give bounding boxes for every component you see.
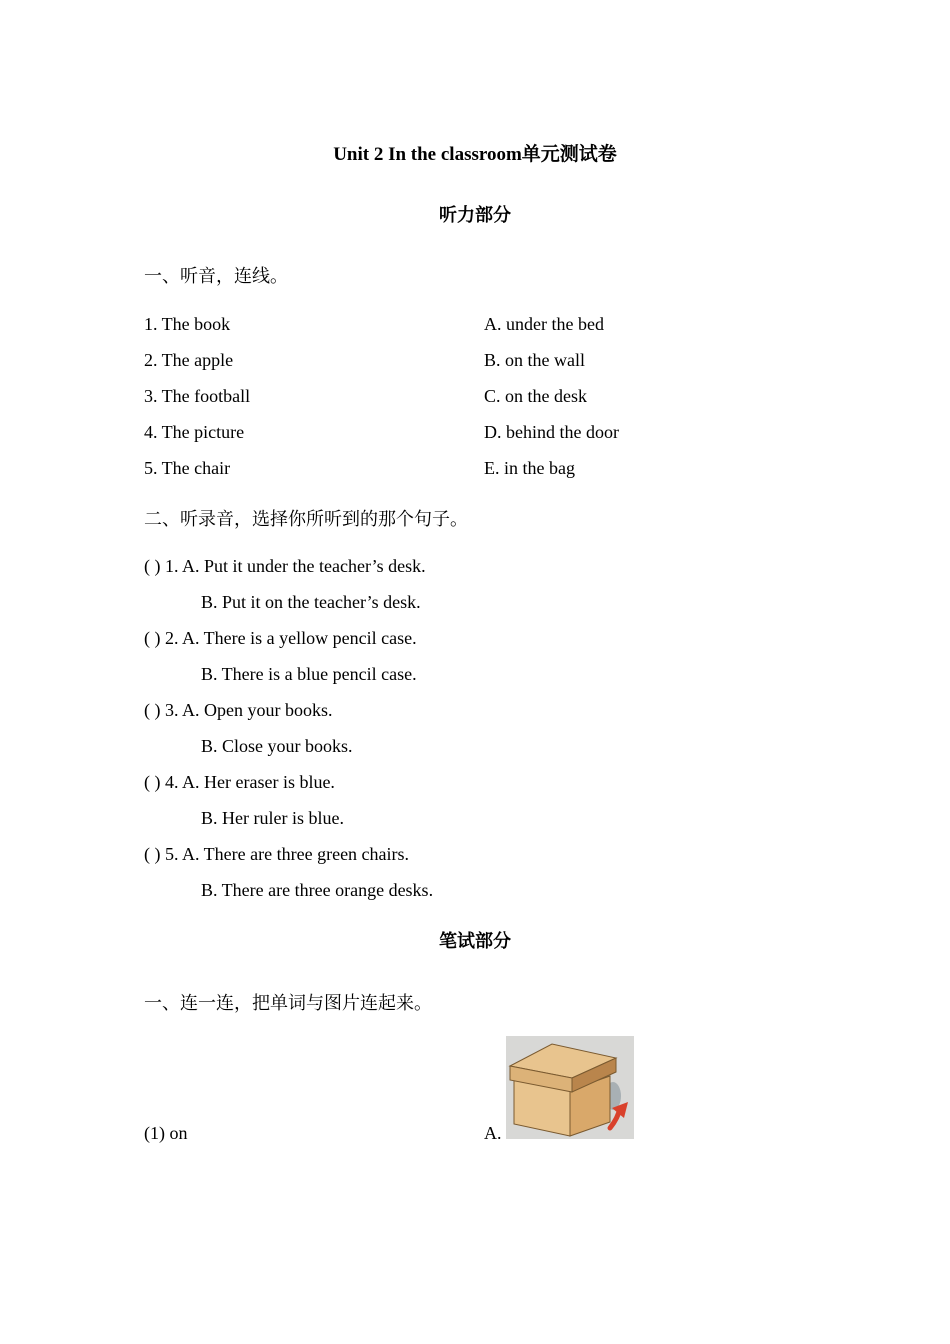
question-option-b: B. There is a blue pencil case. (201, 664, 417, 684)
match-left-item: 4. The picture (144, 422, 245, 442)
match-right-item: A. under the bed (484, 314, 604, 334)
word-item: (1) on (144, 1123, 188, 1143)
page-title: Unit 2 In the classroom单元测试卷 (333, 144, 617, 165)
picture-label: A. (484, 1123, 502, 1143)
listening-part1-heading: 一、听音，连线。 (144, 266, 288, 287)
match-left-item: 5. The chair (144, 458, 231, 478)
question-option-a: ( ) 3. A. Open your books. (144, 700, 333, 720)
match-right-item: B. on the wall (484, 350, 585, 370)
match-right-item: C. on the desk (484, 386, 587, 406)
question-option-b: B. Her ruler is blue. (201, 808, 344, 828)
question-option-a: ( ) 5. A. There are three green chairs. (144, 844, 410, 864)
writing-section-title: 笔试部分 (439, 931, 511, 952)
listening-section-title: 听力部分 (439, 205, 511, 226)
match-left-item: 1. The book (144, 314, 231, 334)
question-option-b: B. Close your books. (201, 736, 353, 756)
question-option-b: B. There are three orange desks. (201, 880, 434, 900)
listening-part2-heading: 二、听录音，选择你所听到的那个句子。 (144, 509, 468, 530)
question-option-a: ( ) 1. A. Put it under the teacher’s desk. (144, 556, 426, 576)
match-right-item: D. behind the door (484, 422, 619, 442)
writing-part1-heading: 一、连一连，把单词与图片连起来。 (144, 993, 432, 1014)
question-option-a: ( ) 2. A. There is a yellow pencil case. (144, 628, 417, 648)
question-option-a: ( ) 4. A. Her eraser is blue. (144, 772, 335, 792)
match-left-item: 3. The football (144, 386, 251, 406)
match-right-item: E. in the bag (484, 458, 575, 478)
question-option-b: B. Put it on the teacher’s desk. (201, 592, 421, 612)
box-picture (506, 1036, 634, 1139)
match-left-item: 2. The apple (144, 350, 234, 370)
